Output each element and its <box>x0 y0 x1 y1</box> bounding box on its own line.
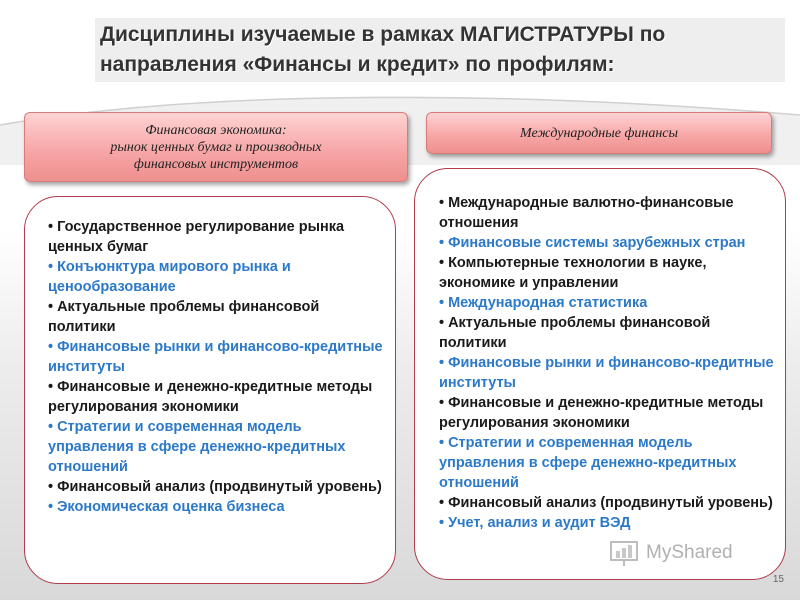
discipline-text: Финансовые и денежно-кредитные методы регулирования экономики <box>439 395 764 431</box>
bullet-icon: • <box>439 255 445 271</box>
watermark-text: MyShared <box>646 542 733 563</box>
discipline-panel-financial-economics <box>24 196 396 584</box>
discipline-item <box>48 377 385 417</box>
discipline-panel-international-finance <box>414 168 786 580</box>
profile-header-line: Международные финансы <box>520 125 678 141</box>
bullet-icon: • <box>439 235 445 251</box>
discipline-text: Международные валютно-финансовые отношения <box>439 195 734 231</box>
profile-header-financial-economics <box>24 112 408 182</box>
discipline-text: Финансовые и денежно-кредитные методы регулирования экономики <box>48 379 373 415</box>
bullet-icon: • <box>439 395 445 411</box>
discipline-item <box>48 497 385 517</box>
bullet-icon: • <box>439 295 445 311</box>
slide-title-line-1: Дисциплины изучаемые в рамках МАГИСТРАТУРЫ по <box>100 23 666 46</box>
discipline-item <box>439 233 777 253</box>
discipline-item <box>439 293 777 313</box>
discipline-text: Финансовые рынки и финансово-кредитные институты <box>48 339 383 375</box>
discipline-text: Актуальные проблемы финансовой политики <box>48 299 320 335</box>
bullet-icon: • <box>48 219 54 235</box>
discipline-item <box>48 337 385 377</box>
myshared-watermark <box>608 538 733 568</box>
bullet-icon: • <box>48 259 54 275</box>
profile-header-international-finance <box>426 112 772 154</box>
discipline-text: Стратегии и современная модель управления в сфере денежно-кредитных отношений <box>439 435 737 491</box>
discipline-text: Международная статистика <box>448 295 648 311</box>
slide-title-line-2: направления «Финансы и кредит» по профилям: <box>100 53 615 76</box>
presentation-board-icon <box>608 539 642 567</box>
discipline-text: Государственное регулирование рынка ценных бумаг <box>48 219 345 255</box>
discipline-item <box>439 353 777 393</box>
discipline-list <box>439 193 777 533</box>
bullet-icon: • <box>48 379 54 395</box>
profile-header-line: Финансовая экономика: <box>145 122 287 138</box>
discipline-item <box>48 417 385 477</box>
bullet-icon: • <box>48 479 54 495</box>
bullet-icon: • <box>48 299 54 315</box>
discipline-text: Стратегии и современная модель управления в сфере денежно-кредитных отношений <box>48 419 346 475</box>
discipline-item <box>439 513 777 533</box>
discipline-item <box>48 257 385 297</box>
discipline-text: Экономическая оценка бизнеса <box>57 499 285 515</box>
discipline-item <box>439 433 777 493</box>
bullet-icon: • <box>439 495 445 511</box>
discipline-text: Финансовый анализ (продвинутый уровень) <box>57 479 382 495</box>
discipline-text: Конъюнктура мирового рынка и ценообразование <box>48 259 291 295</box>
discipline-text: Финансовые рынки и финансово-кредитные институты <box>439 355 774 391</box>
page-number: 15 <box>772 574 784 585</box>
discipline-item <box>48 217 385 257</box>
bullet-icon: • <box>439 355 445 371</box>
discipline-item <box>439 193 777 233</box>
discipline-text: Компьютерные технологии в науке, экономике и управлении <box>439 255 707 291</box>
profile-header-line: рынок ценных бумаг и производных <box>110 139 322 155</box>
discipline-item <box>439 493 777 513</box>
bullet-icon: • <box>439 315 445 331</box>
bullet-icon: • <box>48 499 54 515</box>
discipline-item <box>439 313 777 353</box>
bullet-icon: • <box>48 419 54 435</box>
discipline-text: Финансовый анализ (продвинутый уровень) <box>448 495 773 511</box>
bullet-icon: • <box>48 339 54 355</box>
slide-title <box>100 20 780 80</box>
bullet-icon: • <box>439 435 445 451</box>
discipline-item <box>48 477 385 497</box>
bullet-icon: • <box>439 195 445 211</box>
discipline-text: Актуальные проблемы финансовой политики <box>439 315 711 351</box>
discipline-item <box>439 393 777 433</box>
discipline-text: Учет, анализ и аудит ВЭД <box>448 515 631 531</box>
discipline-list <box>48 217 385 517</box>
bullet-icon: • <box>439 515 445 531</box>
profile-header-line: финансовых инструментов <box>133 156 299 172</box>
discipline-item <box>48 297 385 337</box>
discipline-item <box>439 253 777 293</box>
discipline-text: Финансовые системы зарубежных стран <box>448 235 746 251</box>
